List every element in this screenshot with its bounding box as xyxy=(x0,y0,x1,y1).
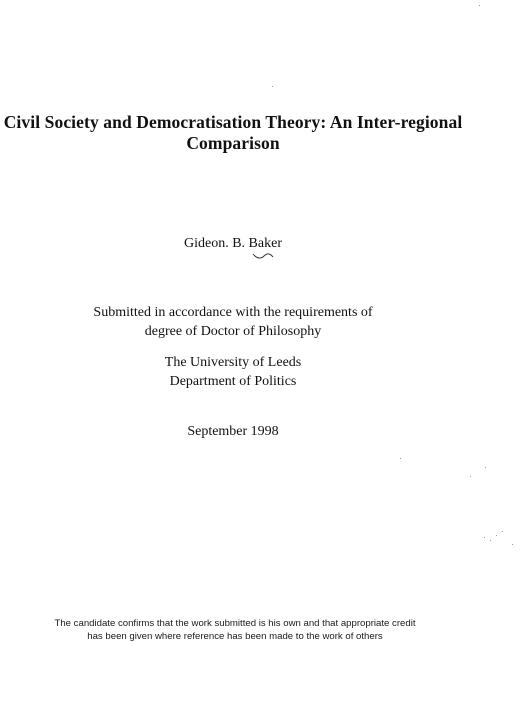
university-name: The University of Leeds xyxy=(164,355,302,370)
scan-speck xyxy=(479,5,480,6)
scan-speck xyxy=(272,86,273,87)
author-name: Gideon. B. Baker xyxy=(184,236,282,251)
scan-speck xyxy=(470,476,471,477)
scan-speck xyxy=(484,537,485,538)
declaration-statement xyxy=(0,617,470,643)
scan-speck xyxy=(400,458,401,459)
handwritten-tilde-mark xyxy=(252,252,274,260)
thesis-title xyxy=(0,112,466,154)
scan-speck xyxy=(512,544,513,545)
scan-speck xyxy=(490,540,491,541)
scan-speck xyxy=(496,535,497,536)
declaration-line-2: has been given where reference has been made to the work of others xyxy=(87,631,383,642)
submission-statement xyxy=(0,304,466,341)
thesis-title-line-2: Comparison xyxy=(186,133,280,153)
institution xyxy=(0,354,466,391)
submission-date: September 1998 xyxy=(187,424,279,439)
department-name: Department of Politics xyxy=(169,373,297,389)
thesis-title-line-1: Civil Society and Democratisation Theory: An Inter-regional xyxy=(3,112,463,132)
declaration-line-1: The candidate confirms that the work submitted is his own and that appropriate credit xyxy=(54,618,416,629)
scan-speck xyxy=(485,467,486,468)
submission-line-2: degree of Doctor of Philosophy xyxy=(144,323,322,339)
scan-speck xyxy=(502,531,503,532)
submission-line-1: Submitted in accordance with the requirements of xyxy=(93,305,373,320)
